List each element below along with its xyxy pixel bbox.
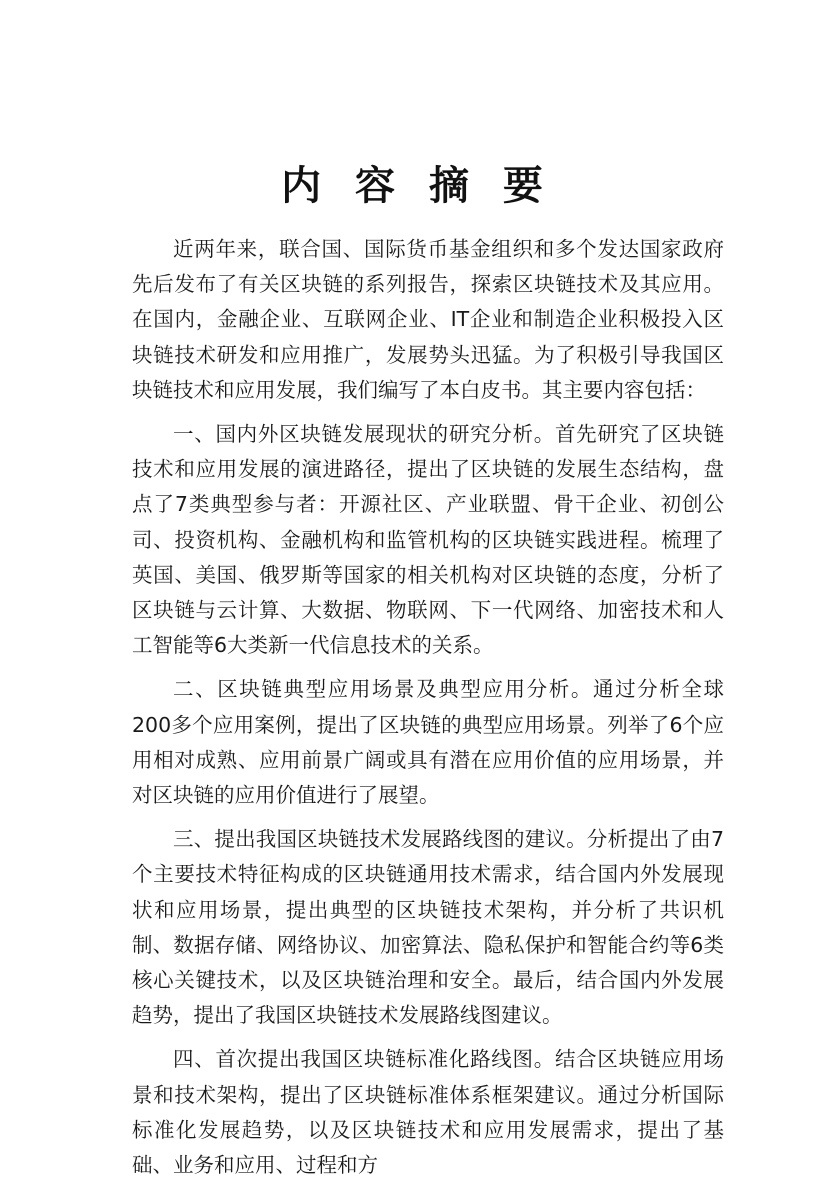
paragraph-section-3: 三、提出我国区块链技术发展路线图的建议。分析提出了由7个主要技术特征构成的区块链通用技术需求，结合国内外发展现状和应用场景，提出典型的区块链技术架构，并分析了共识机制、数据存储、网络协议、加密算法、隐私保护和智能合约等6类核心关键技术，以及区块链治理和安全。最后，结合国内外发展趋势，提出了我国区块链技术发展路线图建议。 <box>132 827 724 1028</box>
paragraph-section-1: 一、国内外区块链发展现状的研究分析。首先研究了区块链技术和应用发展的演进路径，提出了区块链的发展生态结构，盘点了7类典型参与者：开源社区、产业联盟、骨干企业、初创公司、投资机构、金融机构和监管机构的区块链实践进程。梳理了英国、美国、俄罗斯等国家的相关机构对区块链的态度，分析了区块链与云计算、大数据、物联网、下一代网络、加密技术和人工智能等6大类新一代信息技术的关系。 <box>132 422 724 658</box>
summary-body <box>132 232 724 1192</box>
paragraph-intro: 近两年来，联合国、国际货币基金组织和多个发达国家政府先后发布了有关区块链的系列报告，探索区块链技术及其应用。在国内，金融企业、互联网企业、IT企业和制造企业积极投入区块链技术研发和应用推广，发展势头迅猛。为了积极引导我国区块链技术和应用发展，我们编写了本白皮书。其主要内容包括： <box>132 237 724 402</box>
paragraph-section-2: 二、区块链典型应用场景及典型应用分析。通过分析全球200多个应用案例，提出了区块链的典型应用场景。列举了6个应用相对成熟、应用前景广阔或具有潜在应用价值的应用场景，并对区块链的应用价值进行了展望。 <box>132 677 724 808</box>
paragraph-section-4: 四、首次提出我国区块链标准化路线图。结合区块链应用场景和技术架构，提出了区块链标准体系框架建议。通过分析国际标准化发展趋势，以及区块链技术和应用发展需求，提出了基础、业务和应用、过程和方 <box>132 1047 724 1178</box>
page-title: 内 容 摘 要 <box>281 162 553 209</box>
